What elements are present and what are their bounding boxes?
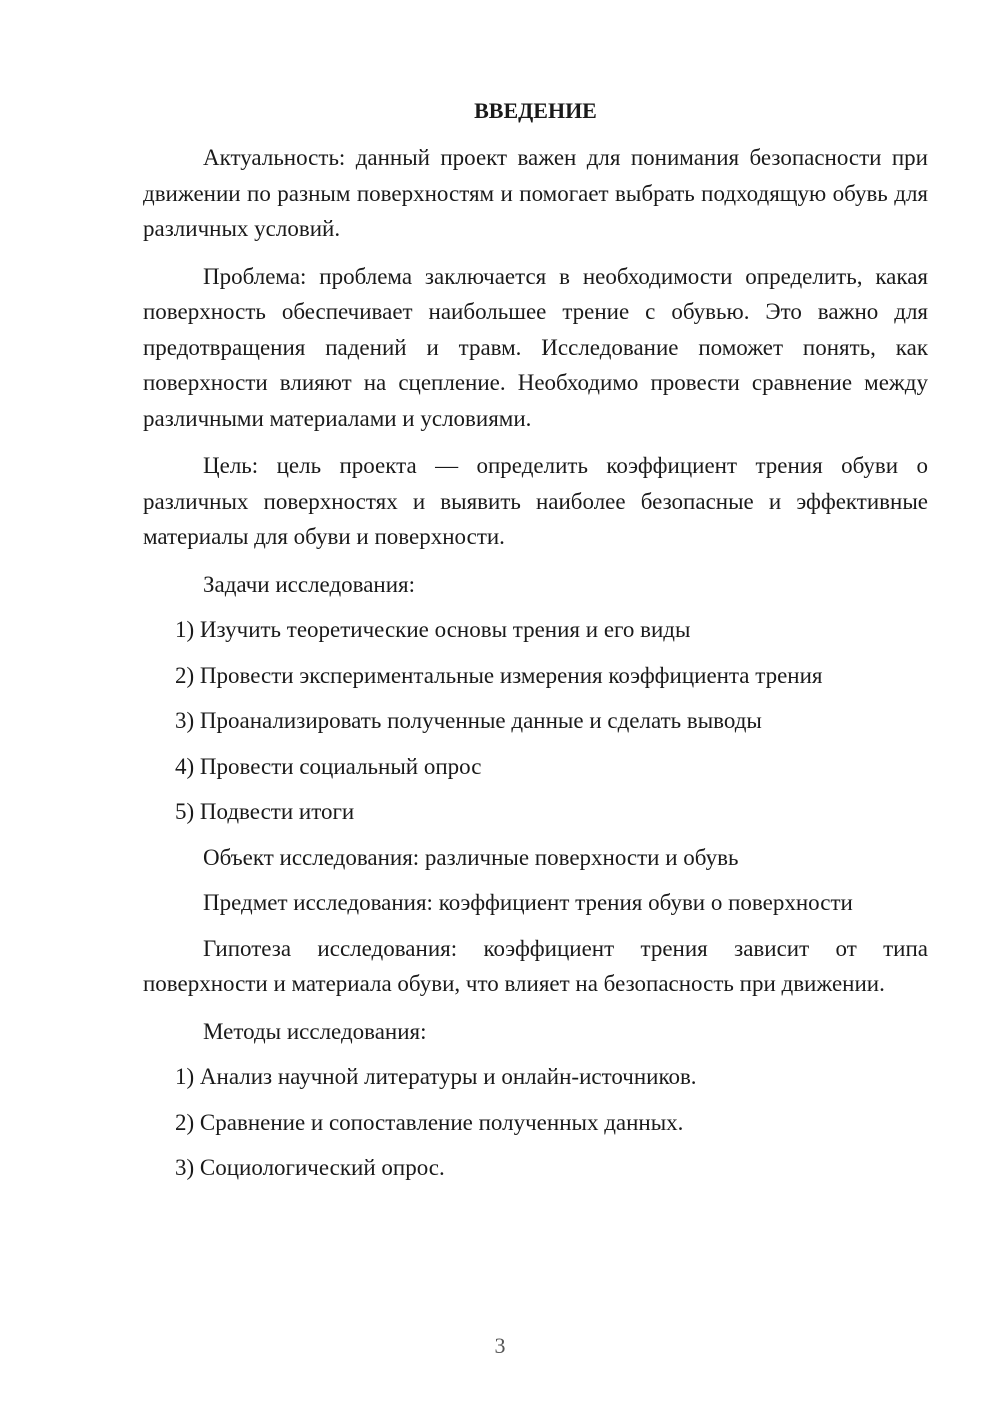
goal-paragraph: Цель: цель проекта — определить коэффициент трения обуви о различных поверхностях и выявить наиболее безопасные и эффективные материалы для обуви и поверхности. bbox=[143, 453, 928, 549]
relevance-paragraph: Актуальность: данный проект важен для понимания безопасности при движении по разным поверхностям и помогает выбрать подходящую обувь для различных условий. bbox=[143, 145, 928, 241]
task-item: 3) Проанализировать полученные данные и сделать выводы bbox=[175, 708, 762, 733]
tasks-title: Задачи исследования: bbox=[203, 571, 416, 597]
task-item: 2) Провести экспериментальные измерения коэффициента трения bbox=[175, 662, 823, 688]
page-number: 3 bbox=[494, 1333, 506, 1358]
object-line: Объект исследования: различные поверхности и обувь bbox=[203, 844, 739, 870]
methods-title: Методы исследования: bbox=[203, 1018, 427, 1044]
problem-paragraph: Проблема: проблема заключается в необходимости определить, какая поверхность обеспечивает наибольшее трение с обувью. Это важно для предотвращения падений и травм. Исследование поможет понять, как поверхности влияют на сцепление. Необходимо провести сравнение между различными материалами и условиями. bbox=[143, 263, 928, 431]
page-heading: ВВЕДЕНИЕ bbox=[474, 98, 597, 123]
task-item: 5) Подвести итоги bbox=[175, 799, 355, 824]
task-item: 4) Провести социальный опрос bbox=[175, 753, 482, 779]
method-item: 2) Сравнение и сопоставление полученных данных. bbox=[175, 1109, 684, 1135]
task-item: 1) Изучить теоретические основы трения и его виды bbox=[175, 617, 691, 642]
page-content bbox=[143, 96, 928, 1196]
hypothesis-paragraph: Гипотеза исследования: коэффициент трения зависит от типа поверхности и материала обуви, что влияет на безопасность при движении. bbox=[143, 935, 928, 996]
method-item: 1) Анализ научной литературы и онлайн-источников. bbox=[175, 1064, 697, 1089]
method-item: 3) Социологический опрос. bbox=[175, 1155, 445, 1180]
subject-line: Предмет исследования: коэффициент трения обуви о поверхности bbox=[203, 890, 853, 915]
